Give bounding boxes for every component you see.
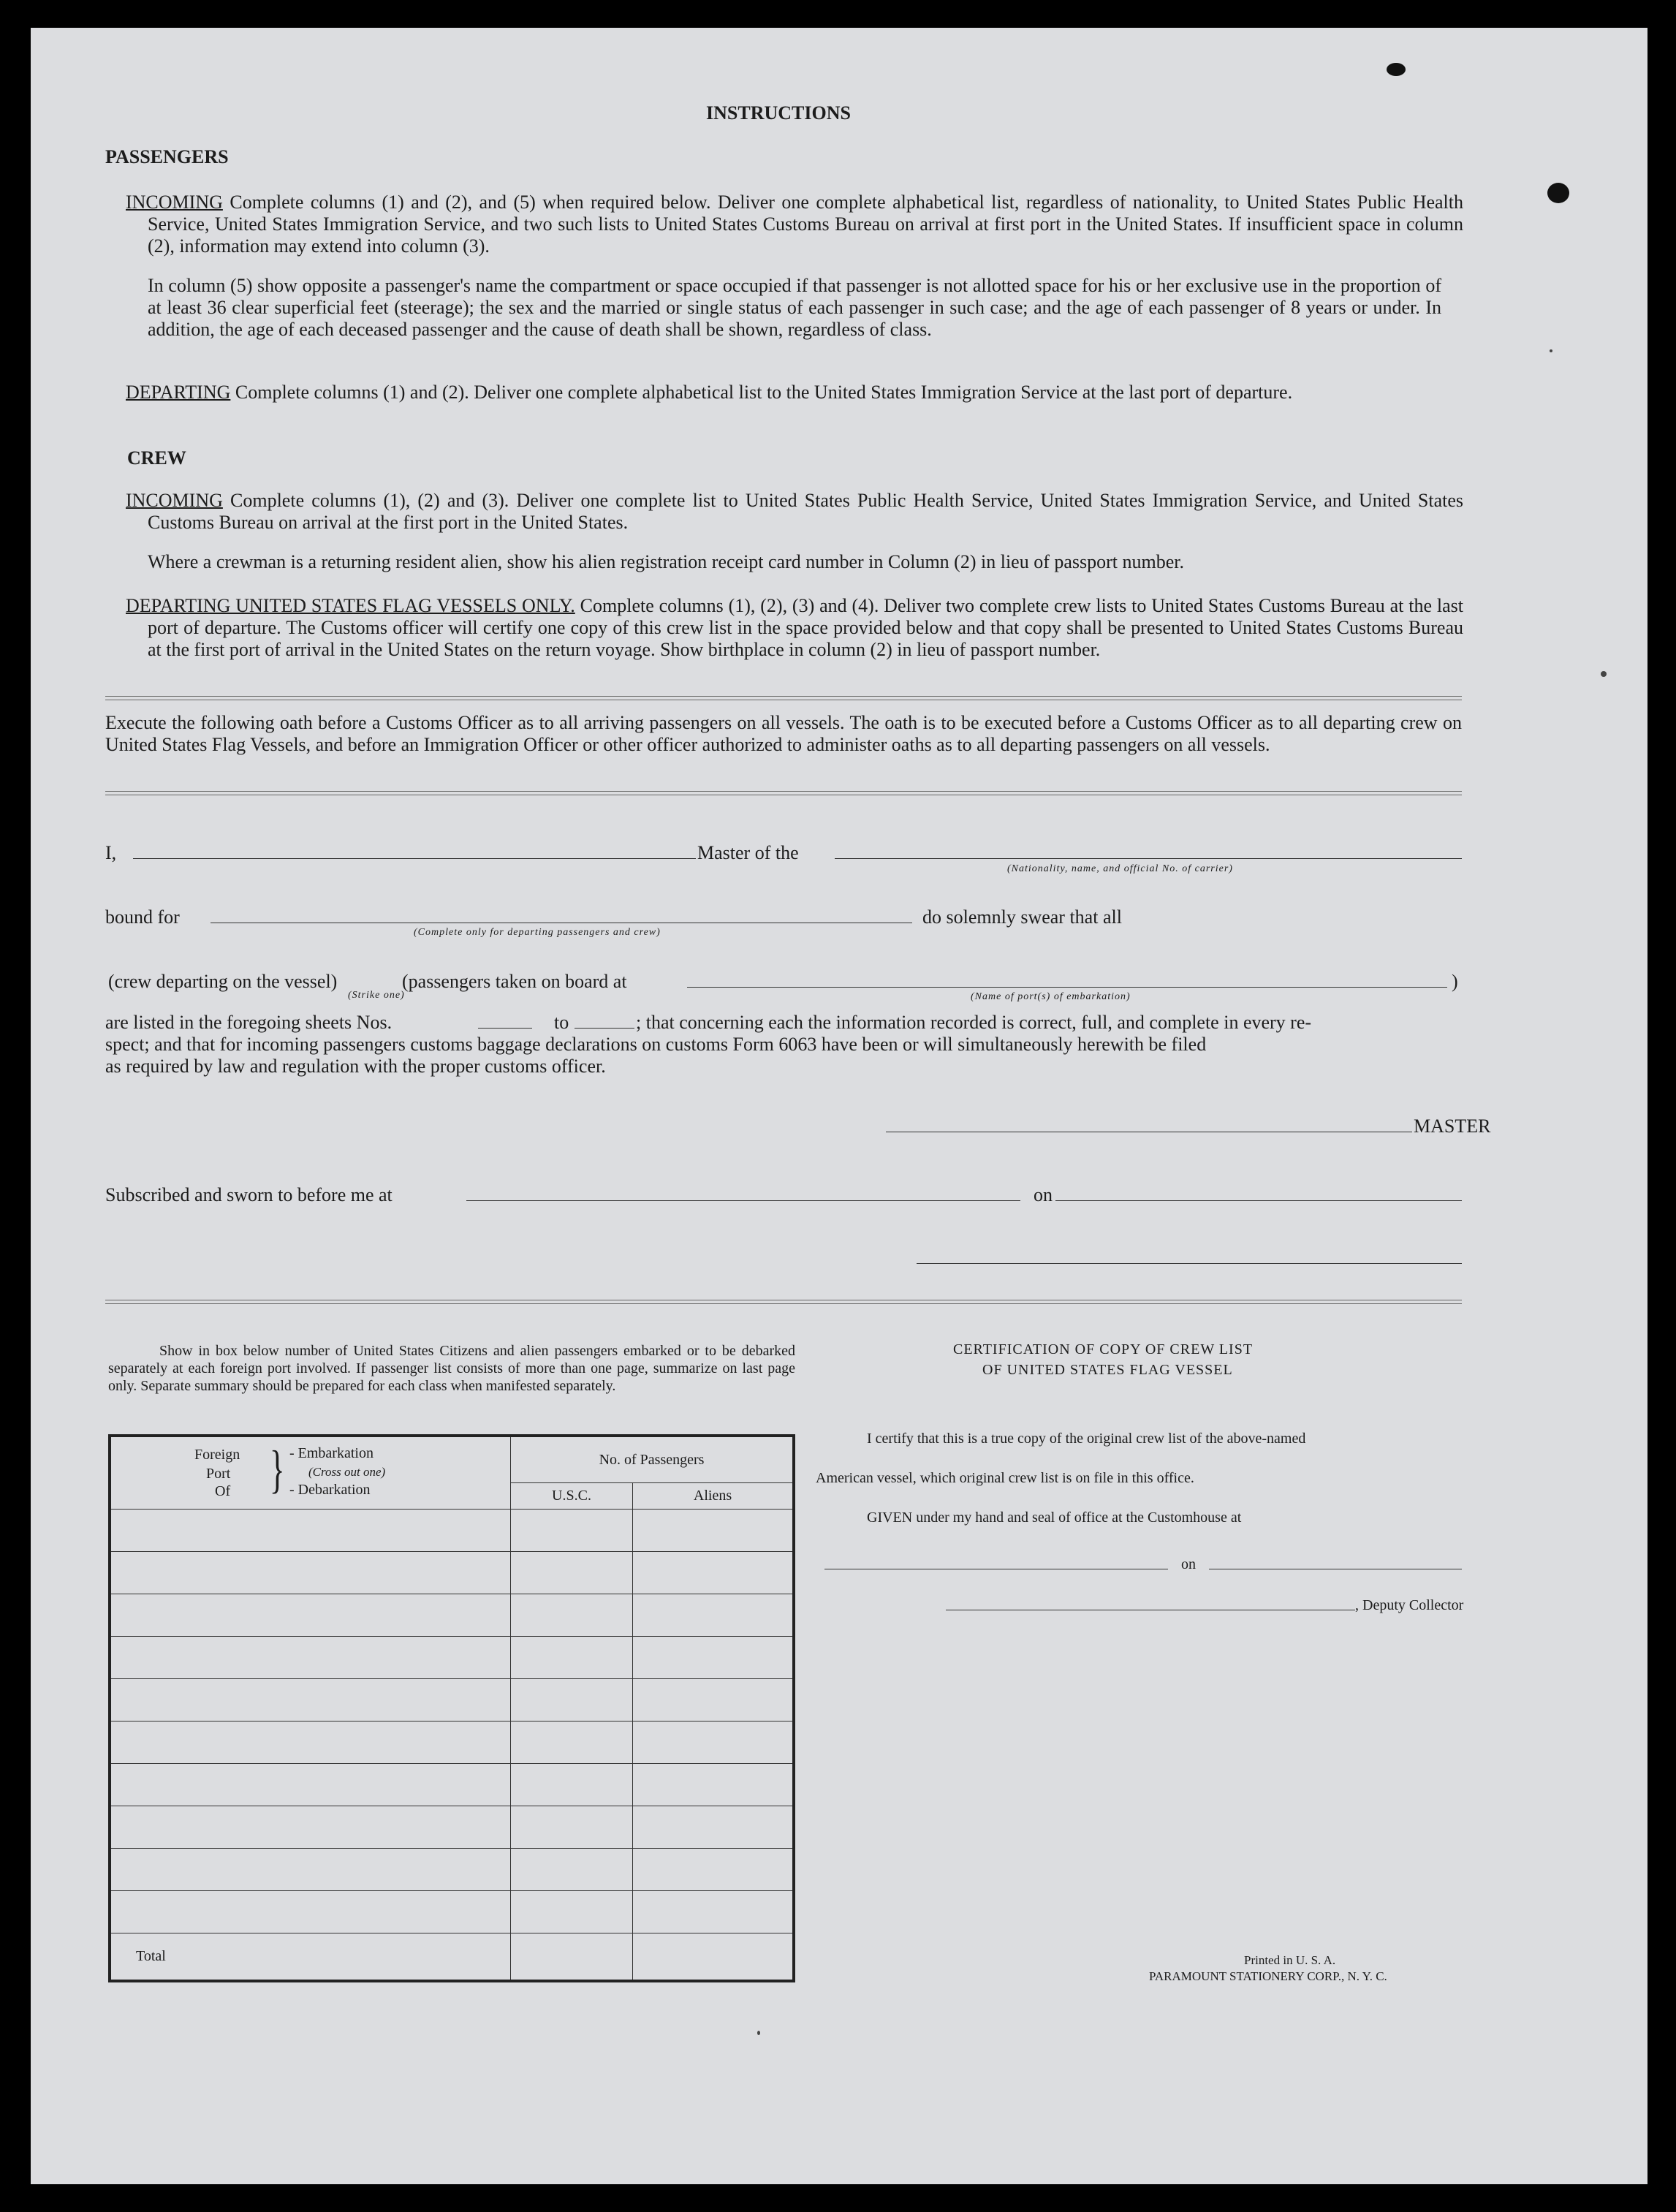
passengers-incoming-paragraph [126, 192, 1463, 257]
instructions-title: INSTRUCTIONS [706, 102, 851, 124]
port-cell[interactable] [110, 1848, 511, 1890]
debarkation-label: - Debarkation [289, 1482, 371, 1498]
total-aliens-cell[interactable] [633, 1933, 795, 1981]
passengers-departing-label: DEPARTING [126, 382, 231, 403]
port-cell[interactable] [110, 1678, 511, 1721]
scan-speck [1601, 671, 1607, 677]
table-row [110, 1509, 794, 1551]
listed-prefix: are listed in the foregoing sheets Nos. [105, 1012, 393, 1033]
usc-cell[interactable] [511, 1678, 633, 1721]
usc-cell[interactable] [511, 1763, 633, 1806]
master-of-the-label: Master of the [697, 842, 799, 863]
oath-i-label: I, [105, 842, 117, 863]
table-row [110, 1721, 794, 1763]
to-label: to [554, 1012, 569, 1033]
certification-title-1: CERTIFICATION OF COPY OF CREW LIST [953, 1341, 1254, 1357]
crew-departing-paragraph [126, 595, 1463, 661]
passengers-incoming-label: INCOMING [126, 192, 223, 213]
port-cell[interactable] [110, 1806, 511, 1848]
aliens-cell[interactable] [633, 1509, 795, 1551]
close-paren: ) [1452, 971, 1458, 992]
no-passengers-header: No. of Passengers [511, 1436, 795, 1482]
sheet-to-field[interactable] [575, 1028, 634, 1029]
col-port: Port [206, 1466, 231, 1482]
crew-departing-text: Complete columns (1), (2), (3) and (4). Deliver two complete crew lists to United States Customs Bureau at the last port of departure. The Customs officer will certify one copy of this crew list in the space provided below and that copy shall be presented to United States Customs Bureau at the first port of arrival in the United States on the return voyage. Show birthplace in column (2) in lieu of passport number. [148, 595, 1463, 660]
crew-incoming-label: INCOMING [126, 490, 223, 511]
aliens-cell[interactable] [633, 1636, 795, 1678]
aliens-header: Aliens [633, 1482, 795, 1509]
complete-caption: (Complete only for departing passengers and crew) [414, 927, 661, 938]
carrier-field[interactable] [835, 858, 1462, 859]
certification-line-3: GIVEN under my hand and seal of office at the Customhouse at [867, 1510, 1242, 1526]
port-caption: (Name of port(s) of embarkation) [971, 991, 1131, 1002]
swear-label: do solemnly swear that all [922, 906, 1122, 928]
port-cell[interactable] [110, 1594, 511, 1636]
total-row [110, 1933, 794, 1981]
master-name-field[interactable] [133, 858, 696, 859]
usc-cell[interactable] [511, 1806, 633, 1848]
port-cell[interactable] [110, 1551, 511, 1594]
usc-cell[interactable] [511, 1721, 633, 1763]
port-cell[interactable] [110, 1890, 511, 1933]
sworn-place-field[interactable] [466, 1200, 1020, 1201]
port-cell[interactable] [110, 1763, 511, 1806]
passengers-heading: PASSENGERS [105, 146, 229, 167]
aliens-cell[interactable] [633, 1763, 795, 1806]
usc-cell[interactable] [511, 1594, 633, 1636]
nationality-caption: (Nationality, name, and official No. of carrier) [1007, 863, 1233, 874]
printed-in-label: Printed in U. S. A. [1244, 1953, 1336, 1967]
port-cell[interactable] [110, 1509, 511, 1551]
port-summary-table [108, 1434, 795, 1982]
table-row [110, 1890, 794, 1933]
section-divider [105, 1300, 1462, 1304]
aliens-cell[interactable] [633, 1551, 795, 1594]
passengers-departing-text: Complete columns (1) and (2). Deliver one complete alphabetical list to the United States Immigration Service at the last port of departure. [230, 382, 1293, 403]
passengers-incoming-text: Complete columns (1) and (2), and (5) when required below. Deliver one complete alphabetical list, regardless of nationality, to United States Public Health Service, United States Immigration Service, and two such lists to United States Customs Bureau on arrival at first port in the United States. If insufficient space in column (2), information may extend into column (3). [148, 192, 1463, 257]
total-label-cell: Total [110, 1933, 511, 1981]
certification-line-1: I certify that this is a true copy of the original crew list of the above-named [867, 1431, 1306, 1447]
master-label: MASTER [1414, 1116, 1491, 1137]
crew-resident-paragraph: Where a crewman is a returning resident alien, show his alien registration receipt card number in Column (2) in lieu of passport number. [148, 551, 1185, 572]
embarkation-port-field[interactable] [687, 987, 1447, 988]
table-row [110, 1806, 794, 1848]
ink-blot [1387, 63, 1406, 76]
bound-for-label: bound for [105, 906, 180, 928]
deputy-collector-label: , Deputy Collector [1355, 1597, 1464, 1613]
aliens-cell[interactable] [633, 1678, 795, 1721]
sheet-from-field[interactable] [478, 1028, 532, 1029]
summary-intro: Show in box below number of United States Citizens and alien passengers embarked or to be debarked separately at each foreign port involved. If passenger list consists of more than one page, summarize on last page only. Separate summary should be prepared for each class when manifested separately. [108, 1343, 795, 1394]
aliens-cell[interactable] [633, 1890, 795, 1933]
table-row [110, 1763, 794, 1806]
aliens-cell[interactable] [633, 1848, 795, 1890]
ink-blot [1547, 183, 1569, 203]
usc-cell[interactable] [511, 1509, 633, 1551]
printer-company: PARAMOUNT STATIONERY CORP., N. Y. C. [1149, 1969, 1387, 1983]
table-row [110, 1678, 794, 1721]
listed-suffix: ; that concerning each the information recorded is correct, full, and complete in every re- [636, 1012, 1312, 1033]
aliens-cell[interactable] [633, 1721, 795, 1763]
scan-speck [757, 2031, 760, 2035]
embarkation-label: - Embarkation [289, 1445, 374, 1461]
table-row [110, 1636, 794, 1678]
port-cell[interactable] [110, 1721, 511, 1763]
cross-out-label: (Cross out one) [308, 1465, 386, 1479]
passengers-taken-option: (passengers taken on board at [402, 971, 627, 992]
oath-line-2: spect; and that for incoming passengers customs baggage declarations on customs Form 6063 have been or will simultaneously herewith be filed [105, 1034, 1207, 1055]
crew-incoming-text: Complete columns (1), (2) and (3). Deliver one complete list to United States Public Health Service, United States Immigration Service, and United States Customs Bureau on arrival at the first port in the United States. [148, 490, 1463, 533]
certification-on-label: on [1181, 1556, 1196, 1572]
col-of: Of [215, 1483, 231, 1499]
officer-signature-field[interactable] [917, 1263, 1462, 1264]
usc-cell[interactable] [511, 1890, 633, 1933]
oath-intro: Execute the following oath before a Customs Officer as to all arriving passengers on all vessels. The oath is to be executed before a Customs Officer as to all departing crew on United States Flag Vessels, and before an Immigration Officer or other officer authorized to administer oaths as to all departing passengers on all vessels. [105, 712, 1462, 755]
scan-speck [1550, 349, 1552, 352]
passengers-departing-paragraph [126, 382, 1463, 404]
table-row [110, 1848, 794, 1890]
foreign-port-header [110, 1436, 511, 1509]
total-usc-cell[interactable] [511, 1933, 633, 1981]
col-foreign: Foreign [194, 1447, 240, 1463]
sworn-on-label: on [1034, 1184, 1053, 1205]
table-row [110, 1594, 794, 1636]
column5-paragraph: In column (5) show opposite a passenger's name the compartment or space occupied if that passenger is not allotted space for his or her exclusive use in the proportion of at least 36 clear superficial feet (steerage); the sex and the married or single status of each passenger in such case; and the age of each passenger of 8 years or under. In addition, the age of each deceased passenger and the cause of death shall be shown, regardless of class. [148, 275, 1441, 340]
section-divider [105, 791, 1462, 795]
port-cell[interactable] [110, 1636, 511, 1678]
usc-cell[interactable] [511, 1551, 633, 1594]
usc-cell[interactable] [511, 1848, 633, 1890]
form-page [31, 28, 1647, 2184]
crew-departing-label: DEPARTING UNITED STATES FLAG VESSELS ONLY. [126, 595, 575, 616]
certification-title-2: OF UNITED STATES FLAG VESSEL [982, 1362, 1233, 1378]
aliens-cell[interactable] [633, 1806, 795, 1848]
strike-caption: (Strike one) [348, 990, 405, 1001]
subscribed-label: Subscribed and sworn to before me at [105, 1184, 393, 1205]
sworn-date-field[interactable] [1055, 1200, 1462, 1201]
crew-heading: CREW [127, 447, 186, 469]
crew-incoming-paragraph [126, 490, 1463, 534]
usc-header: U.S.C. [511, 1482, 633, 1509]
brace-icon: } [269, 1440, 285, 1499]
table-row [110, 1551, 794, 1594]
oath-line-3: as required by law and regulation with the proper customs officer. [105, 1056, 606, 1077]
section-divider [105, 696, 1462, 700]
crew-departing-option: (crew departing on the vessel) [108, 971, 338, 992]
aliens-cell[interactable] [633, 1594, 795, 1636]
certification-line-2: American vessel, which original crew list is on file in this office. [816, 1470, 1194, 1486]
usc-cell[interactable] [511, 1636, 633, 1678]
